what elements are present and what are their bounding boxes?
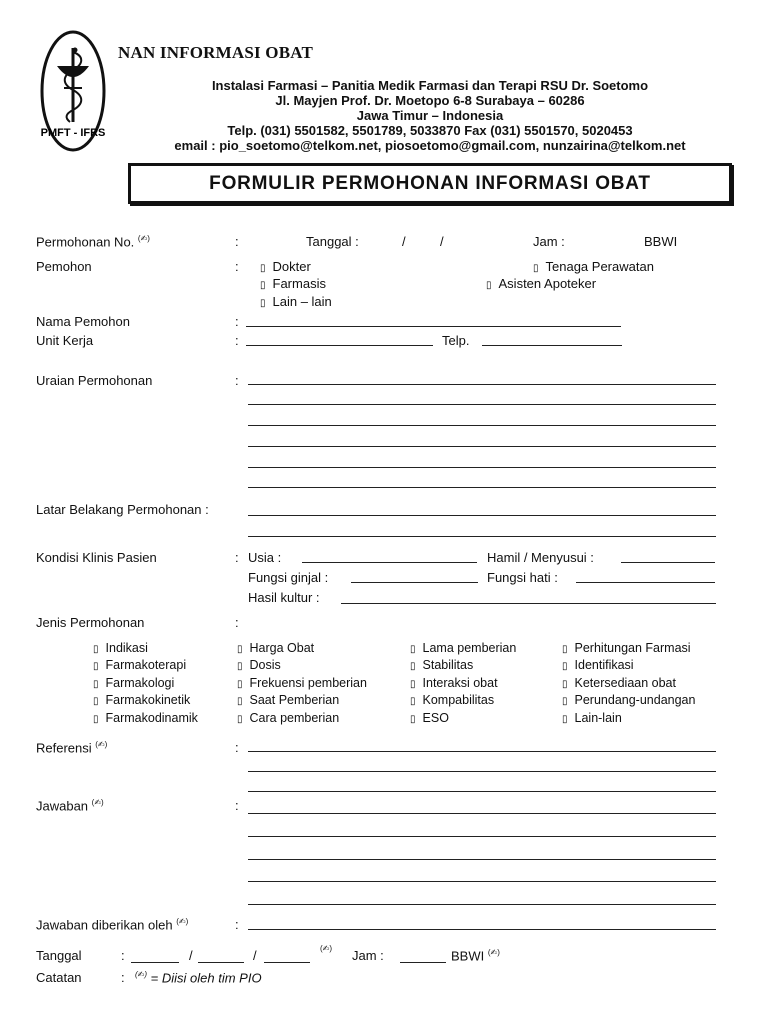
jawaban-line[interactable] [248,813,716,814]
tanggal-label: Tanggal : [306,234,359,249]
pemohon-option-farmasis[interactable]: ▯ Farmasis [260,276,326,291]
referensi-line[interactable] [248,771,716,772]
referensi-label: Referensi (✍) [36,740,108,756]
header-line-phone: Telp. (031) 5501582, 5501789, 5033870 Fax (031) 5501570, 5020453 [227,123,633,138]
jawaban-line[interactable] [248,859,716,860]
uraian-line[interactable] [248,384,716,385]
pmft-ifrs-logo [40,30,106,152]
form-title: FORMULIR PERMOHONAN INFORMASI OBAT [128,163,732,204]
pemohon-option-dokter[interactable]: ▯ Dokter [260,259,311,274]
jenis-option[interactable]: ▯ Indikasi [93,641,148,655]
header-line-region: Jawa Timur – Indonesia [356,108,504,123]
colon: : [121,970,125,985]
tanggal-month-field[interactable] [198,962,244,963]
pio-mark: (✍) [91,798,104,807]
pio-mark: (✍) [320,944,333,953]
date-separator: / [253,948,257,963]
pemohon-label: Pemohon [36,259,92,274]
jenis-option[interactable]: ▯ Farmakoterapi [93,658,186,672]
fungsi-ginjal-field[interactable] [351,582,478,583]
telp-label: Telp. [442,333,470,348]
jenis-option[interactable]: ▯ Saat Pemberian [237,693,339,707]
fungsi-ginjal-label: Fungsi ginjal : [248,570,329,585]
jenis-option[interactable]: ▯ Dosis [237,658,281,672]
colon: : [235,798,239,813]
jenis-option[interactable]: ▯ Cara pemberian [237,711,339,725]
colon: : [235,333,239,348]
jenis-option[interactable]: ▯ Perhitungan Farmasi [562,641,691,655]
jenis-option[interactable]: ▯ Lain-lain [562,711,622,725]
hasil-kultur-label: Hasil kultur : [248,590,320,605]
jenis-option[interactable]: ▯ Interaksi obat [410,676,498,690]
uraian-line[interactable] [248,487,716,488]
permohonan-no-label: Permohonan No. (✍) [36,234,150,250]
fungsi-hati-field[interactable] [576,582,715,583]
header-line-institution: Instalasi Farmasi – Panitia Medik Farmasi dan Terapi RSU Dr. Soetomo [211,78,649,93]
hamil-menyusui-label: Hamil / Menyusui : [487,550,594,565]
pemohon-option-tenaga-perawatan[interactable]: ▯ Tenaga Perawatan [533,259,654,274]
latar-line[interactable] [248,515,716,516]
uraian-line[interactable] [248,446,716,447]
jenis-option[interactable]: ▯ Harga Obat [237,641,314,655]
pio-mark: (✍) [95,740,108,749]
unit-kerja-label: Unit Kerja [36,333,94,348]
jenis-option[interactable]: ▯ Ketersediaan obat [562,676,676,690]
colon: : [235,259,239,274]
jenis-permohonan-label: Jenis Permohonan [36,615,145,630]
uraian-permohonan-label: Uraian Permohonan [36,373,153,388]
pio-mark: (✍) [135,970,148,979]
jenis-option[interactable]: ▯ Identifikasi [562,658,634,672]
jam-label: Jam : [533,234,565,249]
jenis-option[interactable]: ▯ Kompabilitas [410,693,494,707]
colon: : [235,917,239,932]
jawaban-line[interactable] [248,904,716,905]
jawaban-oleh-field[interactable] [248,929,716,930]
colon: : [121,948,125,963]
catatan-label: Catatan [36,970,82,985]
jenis-option[interactable]: ▯ Frekuensi pemberian [237,676,367,690]
tanggal-day-field[interactable] [131,962,179,963]
unit-kerja-field[interactable] [246,345,433,346]
nama-pemohon-label: Nama Pemohon [36,314,130,329]
date-separator: / [189,948,193,963]
jam-bottom-field[interactable] [400,962,446,963]
jenis-option[interactable]: ▯ Farmakodinamik [93,711,198,725]
catatan-text: (✍) = Diisi oleh tim PIO [135,970,262,986]
uraian-line[interactable] [248,467,716,468]
jenis-option[interactable]: ▯ Perundang-undangan [562,693,695,707]
colon: : [235,373,239,388]
pemohon-option-lain-lain[interactable]: ▯ Lain – lain [260,294,332,309]
referensi-line[interactable] [248,791,716,792]
jawaban-line[interactable] [248,881,716,882]
pio-mark: (✍) [176,917,189,926]
latar-line[interactable] [248,536,716,537]
usia-field[interactable] [302,562,477,563]
fungsi-hati-label: Fungsi hati : [487,570,558,585]
nama-pemohon-field[interactable] [246,326,621,327]
tanggal-year-field[interactable] [264,962,310,963]
colon: : [235,314,239,329]
kondisi-klinis-label: Kondisi Klinis Pasien [36,550,157,565]
colon: : [235,615,239,630]
colon: : [235,234,239,249]
latar-belakang-label: Latar Belakang Permohonan : [36,502,209,517]
hasil-kultur-field[interactable] [341,603,716,604]
pio-mark: (✍) [137,234,150,243]
jenis-option[interactable]: ▯ ESO [410,711,449,725]
uraian-line[interactable] [248,404,716,405]
jam-bottom-label: Jam : [352,948,384,963]
pio-mark: (✍) [487,948,500,957]
hamil-menyusui-field[interactable] [621,562,715,563]
date-separator: / [402,234,406,249]
logo-text: PMFT - IFRS [40,127,106,139]
jenis-option[interactable]: ▯ Farmakologi [93,676,174,690]
jawaban-line[interactable] [248,836,716,837]
jenis-option[interactable]: ▯ Lama pemberian [410,641,516,655]
tanggal-bottom-label: Tanggal [36,948,82,963]
jawaban-oleh-label: Jawaban diberikan oleh (✍) [36,917,189,933]
date-separator: / [440,234,444,249]
bbwi-bottom-label: BBWI (✍) [451,948,500,964]
jenis-option[interactable]: ▯ Farmakokinetik [93,693,190,707]
jawaban-label: Jawaban (✍) [36,798,104,814]
uraian-line[interactable] [248,425,716,426]
header-line-email: email : pio_soetomo@telkom.net, piosoetomo@gmail.com, nunzairina@telkom.net [174,138,686,153]
jenis-option[interactable]: ▯ Stabilitas [410,658,473,672]
colon: : [235,550,239,565]
pemohon-option-asisten-apoteker[interactable]: ▯ Asisten Apoteker [486,276,596,291]
usia-label: Usia : [248,550,282,565]
telp-field[interactable] [482,345,622,346]
referensi-line[interactable] [248,751,716,752]
header-title: NAN INFORMASI OBAT [118,43,314,62]
bbwi-label: BBWI [644,234,678,249]
header-line-address: Jl. Mayjen Prof. Dr. Moetopo 6-8 Surabaya – 60286 [275,93,585,108]
colon: : [235,740,239,755]
